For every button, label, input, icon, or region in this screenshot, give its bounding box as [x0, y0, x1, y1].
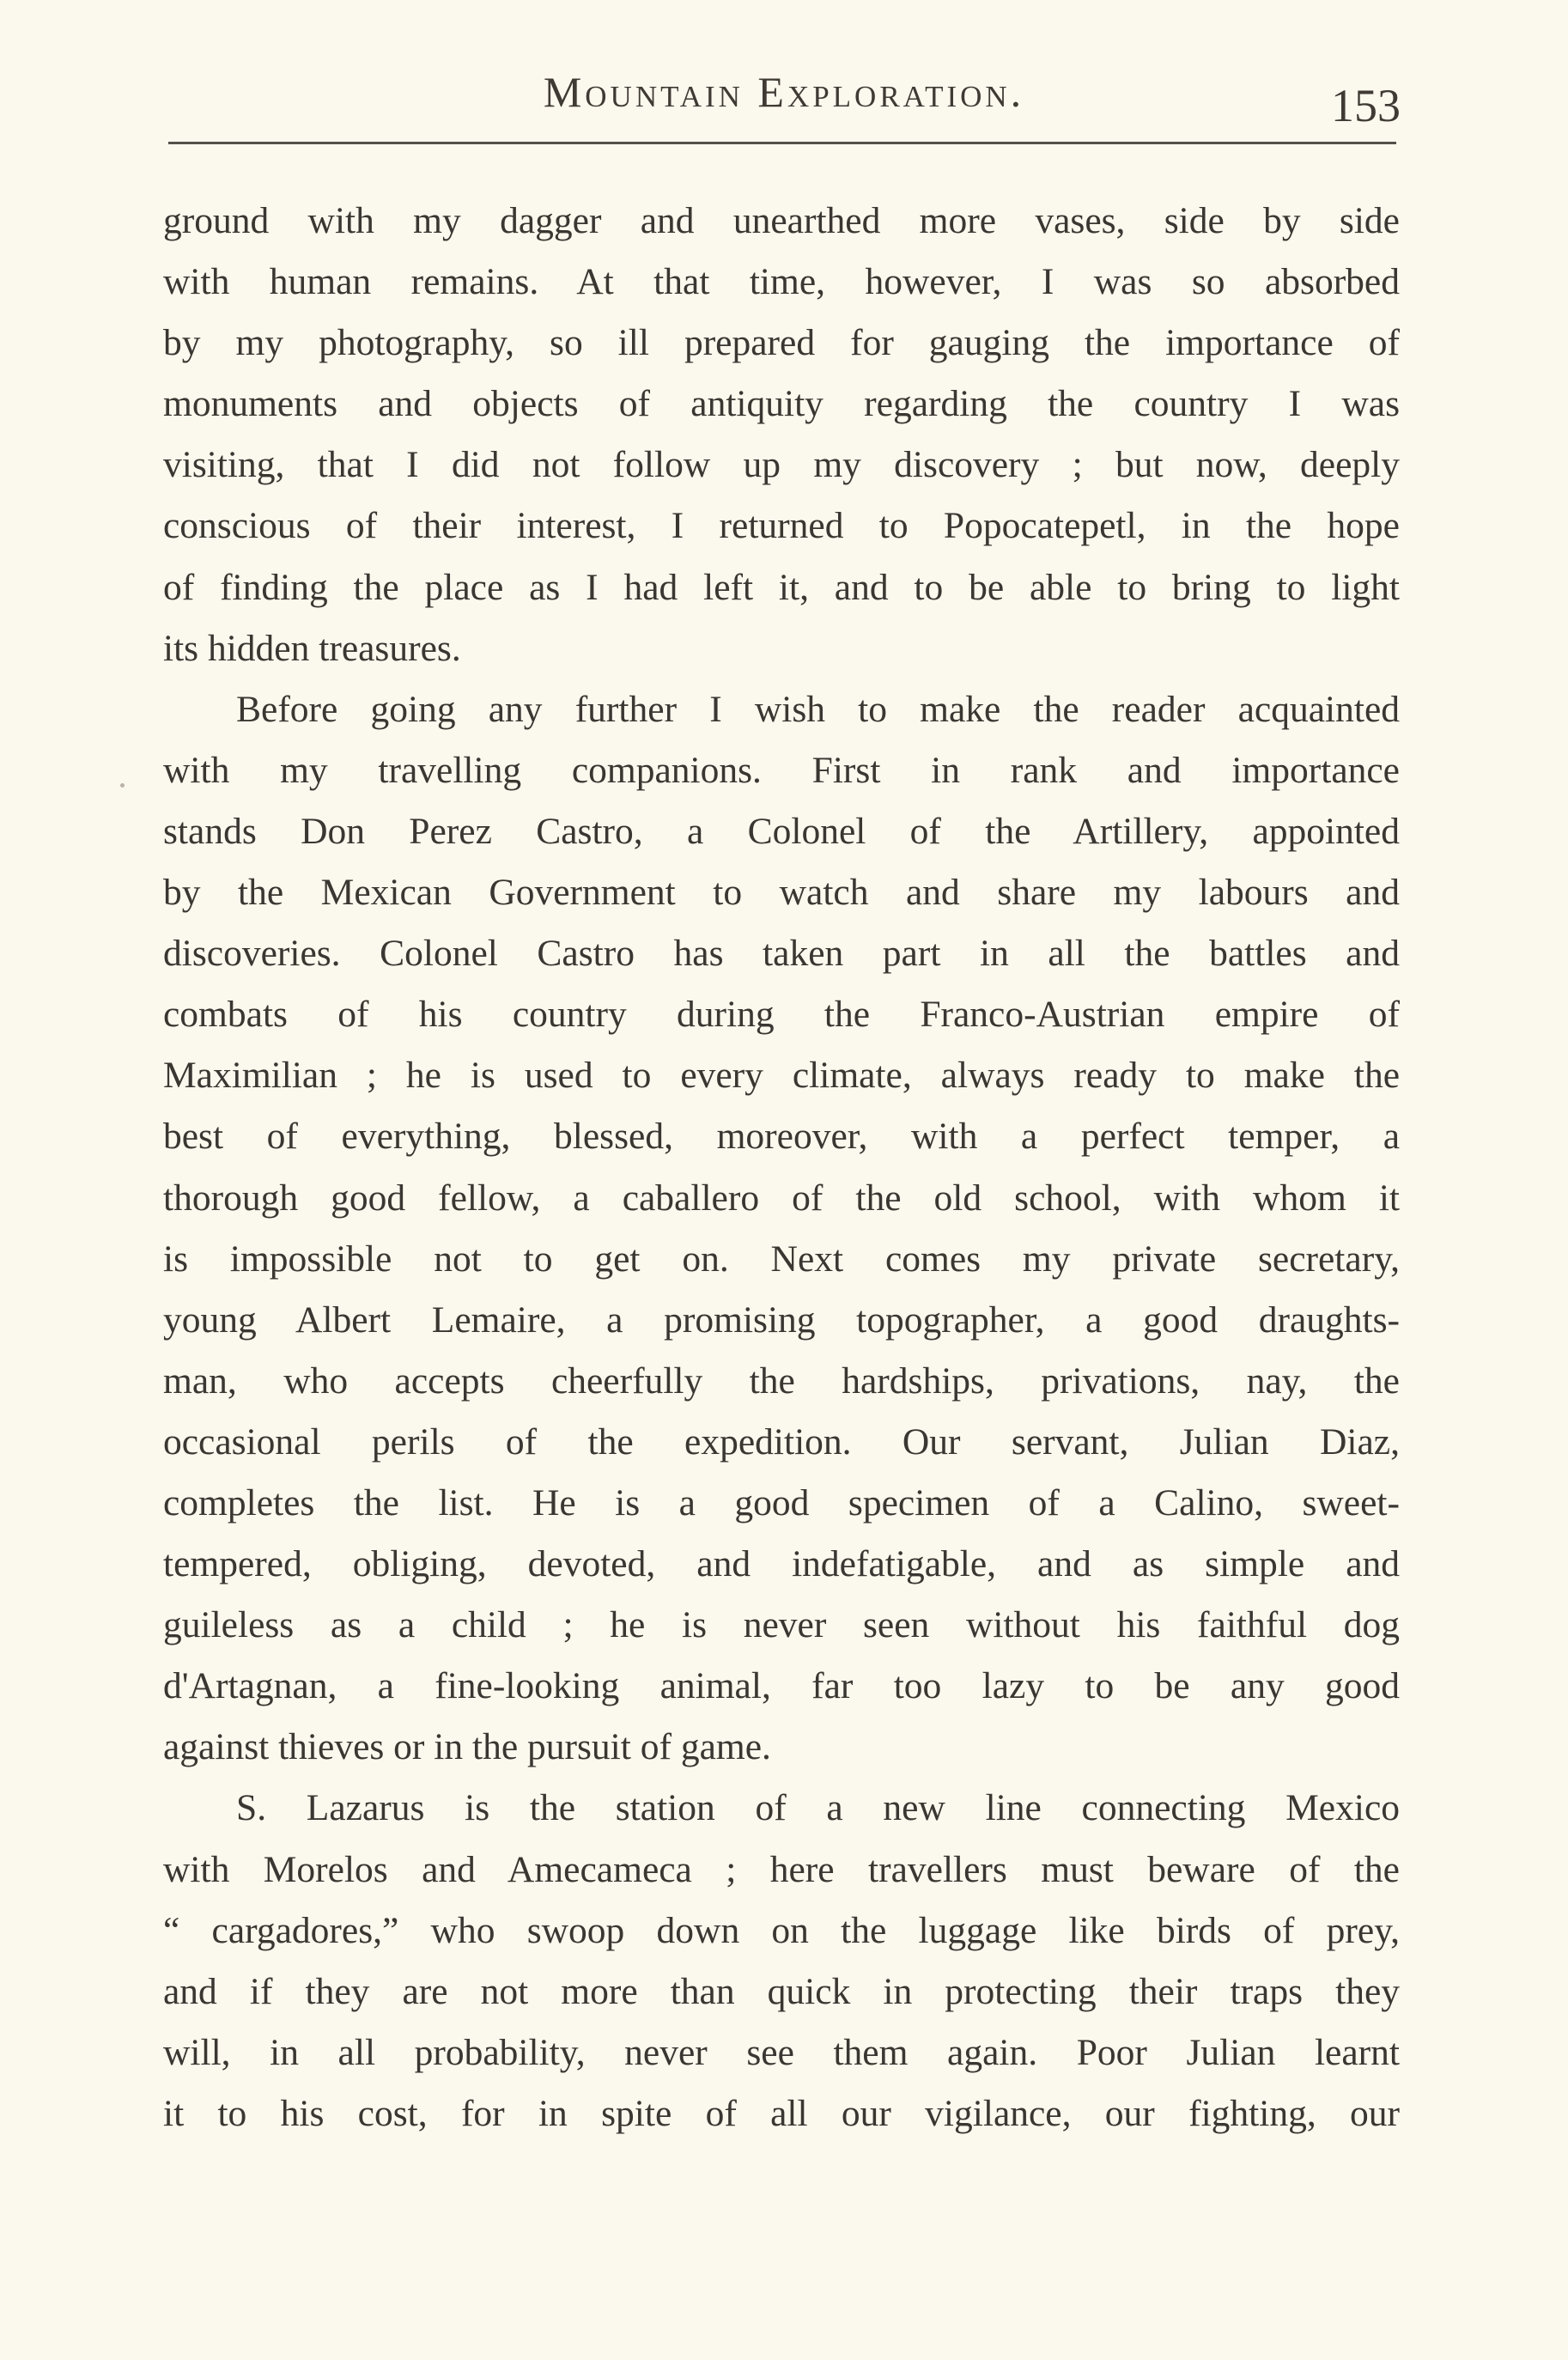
text-line: d'Artagnan, a fine-looking animal, far too lazy to be any good [163, 1665, 1400, 1707]
text-line: combats of his country during the Franco-Austrian empire of [163, 994, 1400, 1036]
text-line: monuments and objects of antiquity regarding the country I was [163, 383, 1400, 425]
text-line: with my travelling companions. First in rank and importance [163, 749, 1400, 791]
text-line: is impossible not to get on. Next comes my private secretary, [163, 1238, 1400, 1280]
text-line: discoveries. Colonel Castro has taken part in all the battles and [163, 933, 1400, 975]
margin-speck [120, 783, 125, 788]
text-line: by my photography, so ill prepared for gauging the importance of [163, 322, 1400, 364]
text-line: occasional perils of the expedition. Our servant, Julian Diaz, [163, 1420, 1400, 1463]
text-line: by the Mexican Government to watch and share my labours and [163, 872, 1400, 914]
text-line: guileless as a child ; he is never seen without his faithful dog [163, 1604, 1400, 1646]
text-line: Maximilian ; he is used to every climate, always ready to make the [163, 1055, 1400, 1097]
text-line: man, who accepts cheerfully the hardships, privations, nay, the [163, 1359, 1400, 1402]
text-line: ground with my dagger and unearthed more vases, side by side [163, 200, 1400, 241]
text-line: with Morelos and Amecameca ; here travellers must beware of the [163, 1848, 1400, 1890]
text-line: and if they are not more than quick in protecting their traps they [163, 1970, 1400, 2012]
page-number: 153 [1331, 80, 1401, 131]
running-head-title: Mountain Exploration. [543, 68, 1025, 116]
text-line: S. Lazarus is the station of a new line connecting Mexico [236, 1787, 1400, 1829]
text-line: against thieves or in the pursuit of game. [163, 1726, 771, 1768]
text-line: stands Don Perez Castro, a Colonel of the Artillery, appointed [163, 810, 1400, 852]
text-line: Before going any further I wish to make the reader acquainted [236, 688, 1400, 730]
text-line: young Albert Lemaire, a promising topographer, a good draughts- [163, 1299, 1400, 1341]
text-line: conscious of their interest, I returned to Popocatepetl, in the hope [163, 505, 1400, 547]
text-line: will, in all probability, never see them again. Poor Julian learnt [163, 2031, 1400, 2073]
text-line: visiting, that I did not follow up my discovery ; but now, deeply [163, 444, 1400, 486]
text-line: “ cargadores,” who swoop down on the luggage like birds of prey, [163, 1909, 1400, 1951]
body-text [163, 191, 1400, 2144]
text-line: of finding the place as I had left it, and to be able to bring to light [163, 566, 1400, 608]
text-line: tempered, obliging, devoted, and indefatigable, and as simple and [163, 1543, 1400, 1585]
text-line: thorough good fellow, a caballero of the old school, with whom it [163, 1177, 1400, 1219]
text-line: completes the list. He is a good specimen of a Calino, sweet- [163, 1481, 1400, 1524]
text-line: its hidden treasures. [163, 627, 461, 669]
text-line: best of everything, blessed, moreover, with a perfect temper, a [163, 1116, 1400, 1158]
text-line: with human remains. At that time, however, I was so absorbed [163, 261, 1400, 303]
header-rule [168, 142, 1396, 144]
text-line: it to his cost, for in spite of all our vigilance, our fighting, our [163, 2092, 1400, 2134]
